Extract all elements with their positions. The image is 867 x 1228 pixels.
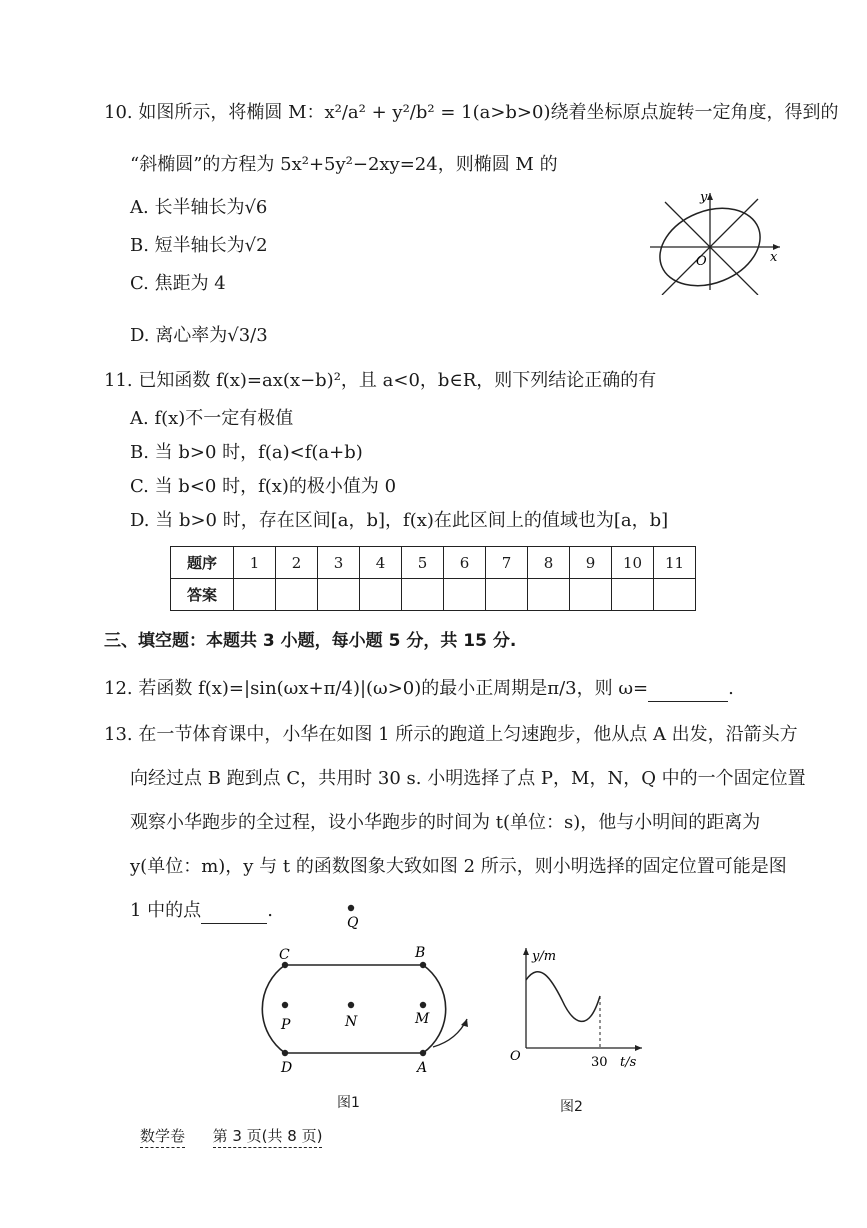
y-axis-label: y [700,190,708,205]
answer-cell[interactable] [402,579,444,611]
q12-stem [104,676,734,702]
x-axis-label: x [770,250,778,265]
point-p [282,1002,288,1008]
answer-cell[interactable] [570,579,612,611]
answer-table-number-row [171,547,696,579]
label-d: D [281,1060,293,1076]
point-a [420,1050,426,1056]
answer-cell[interactable] [360,579,402,611]
footer-subject: 数学卷 [140,1127,185,1148]
label-q: Q [347,915,359,931]
fig2-tick-30: 30 [591,1055,608,1070]
point-n [348,1002,354,1008]
answer-cell[interactable] [276,579,318,611]
q11-stem: 11. 已知函数 f(x)=ax(x−b)²，且 a<0，b∈R，则下列结论正确的有 [104,370,657,391]
answer-cell[interactable] [486,579,528,611]
answer-cell[interactable] [612,579,654,611]
label-c: C [279,947,290,963]
q13-line4: y(单位：m)，y 与 t 的函数图象大致如图 2 所示，则小明选择的固定位置可能是图 [130,856,787,877]
fig2-origin-label: O [510,1049,521,1064]
table-number: 10 [612,547,654,579]
q13-line3: 观察小华跑步的全过程，设小华跑步的时间为 t(单位：s)，他与小明间的距离为 [130,812,761,833]
figure-2-caption: 图2 [560,1099,583,1115]
table-number: 11 [654,547,696,579]
q10-option-a: A. 长半轴长为√6 [130,197,268,218]
answer-cell[interactable] [234,579,276,611]
label-p: P [281,1017,291,1033]
q10-option-b: B. 短半轴长为√2 [130,235,268,256]
table-head-answer: 答案 [171,579,234,611]
answer-cell[interactable] [444,579,486,611]
origin-label: O [696,254,707,269]
answer-cell[interactable] [318,579,360,611]
q12-prefix: 12. 若函数 f(x)=|sin(ωx+π/4)|(ω>0)的最小正周期是π/3，则 ω= [104,678,649,699]
table-number: 3 [318,547,360,579]
table-number: 9 [570,547,612,579]
table-number: 6 [444,547,486,579]
q11-option-d: D. 当 b>0 时，存在区间[a，b]，f(x)在此区间上的值域也为[a，b] [130,510,669,531]
table-number: 7 [486,547,528,579]
q10-ellipse-figure [640,185,790,295]
q11-option-b: B. 当 b>0 时，f(a)<f(a+b) [130,442,363,463]
table-number: 1 [234,547,276,579]
table-number: 4 [360,547,402,579]
q12-answer-blank[interactable] [648,681,728,702]
q10-stem-line1: 10. 如图所示，将椭圆 M：x²/a² + y²/b² = 1(a>b>0)绕着坐标原点旋转一定角度，得到的 [104,102,839,123]
q11-option-c: C. 当 b<0 时，f(x)的极小值为 0 [130,476,397,497]
footer-page-number: 第 3 页(共 8 页) [213,1127,323,1148]
graph-figure-2 [500,940,650,1075]
point-d [282,1050,288,1056]
fig2-y-label: y/m [532,949,557,964]
section3-title: 三、填空题：本题共 3 小题，每小题 5 分，共 15 分. [104,631,517,651]
label-b: B [415,945,426,961]
page-footer [140,1125,322,1146]
figure-1-caption: 图1 [337,1095,360,1111]
answer-table-answer-row [171,579,696,611]
answer-table [170,546,696,611]
q13-line1: 13. 在一节体育课中，小华在如图 1 所示的跑道上匀速跑步，他从点 A 出发，沿箭头方 [104,724,798,745]
q13-line5-prefix: 1 中的点 [130,900,202,921]
answer-cell[interactable] [528,579,570,611]
table-number: 8 [528,547,570,579]
label-n: N [345,1014,358,1030]
q10-option-d: D. 离心率为√3/3 [130,325,268,346]
q10-stem-line2: “斜椭圆”的方程为 5x²+5y²−2xy=24，则椭圆 M 的 [130,154,558,175]
q12-suffix: . [728,678,734,699]
answer-cell[interactable] [654,579,696,611]
point-b [420,962,426,968]
q13-line5-suffix: . [267,900,273,921]
point-m [420,1002,426,1008]
table-number: 2 [276,547,318,579]
point-q [348,905,354,911]
table-number: 5 [402,547,444,579]
fig2-x-label: t/s [620,1055,637,1070]
track-figure-1 [235,895,485,1080]
q13-line2: 向经过点 B 跑到点 C，共用时 30 s. 小明选择了点 P，M，N，Q 中的一个固定位置 [130,768,806,789]
q10-option-c: C. 焦距为 4 [130,273,226,294]
q11-option-a: A. f(x)不一定有极值 [130,408,294,429]
label-a: A [417,1060,428,1076]
label-m: M [415,1011,430,1027]
table-head-number: 题序 [171,547,234,579]
